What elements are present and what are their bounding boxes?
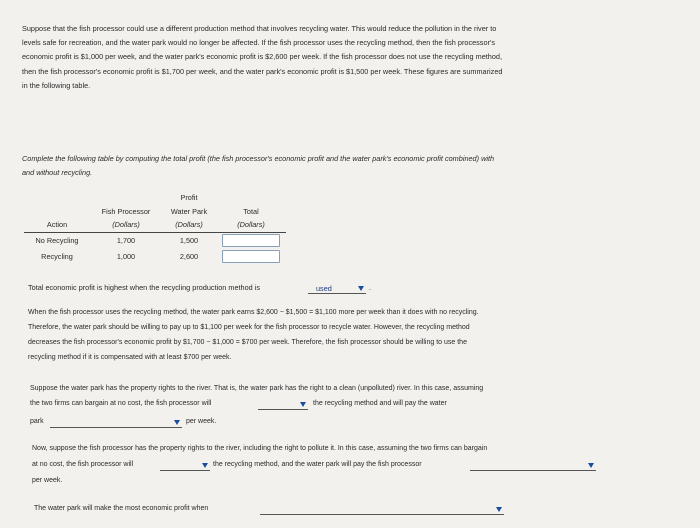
chevron-down-icon <box>174 420 180 425</box>
q1-text: Total economic profit is highest when the recycling production method is <box>28 283 261 292</box>
row-fish-value: 1,000 <box>116 251 136 261</box>
total-input-recycling[interactable] <box>222 250 280 263</box>
q3-action-dropdown[interactable] <box>160 460 210 471</box>
col-header-park: Water Park <box>170 206 208 216</box>
row-action: No Recycling <box>35 235 79 245</box>
chevron-down-icon <box>496 507 502 512</box>
q2-payment-dropdown[interactable] <box>50 417 182 428</box>
intro-line: economic profit is $1,000 per week, and the water park's economic profit is $2,600 per week. If the fish processor does not use the recycling method, <box>22 52 502 61</box>
explanation-line: recycling method if it is compensated with at least $700 per week. <box>28 354 232 361</box>
row-action: Recycling <box>41 251 73 261</box>
row-park-value: 1,500 <box>179 235 199 245</box>
q2-line: the two firms can bargain at no cost, the fish processor will <box>30 400 212 407</box>
profit-group-header: Profit <box>180 192 198 202</box>
col-unit-fish: (Dollars) <box>90 218 162 232</box>
q2-action-dropdown[interactable] <box>258 399 308 410</box>
row-park-value: 2,600 <box>179 251 199 261</box>
q1-dropdown[interactable] <box>308 283 366 294</box>
col-unit-park: (Dollars) <box>162 218 216 232</box>
q3-line: per week. <box>32 477 63 484</box>
col-header-fish: Fish Processor <box>101 206 151 216</box>
intro-line: Suppose that the fish processor could use a different production method that involves recycling water. This would reduce the pollution in the river to <box>22 24 497 33</box>
row-fish-value: 1,700 <box>116 235 136 245</box>
q3-line: the recycling method, and the water park will pay the fish processor <box>213 461 422 468</box>
table-row <box>24 232 286 248</box>
q3-payment-dropdown[interactable] <box>470 460 596 471</box>
instruction-line: and without recycling. <box>22 168 93 177</box>
col-unit-total: (Dollars) <box>216 218 286 232</box>
explanation-line: Therefore, the water park should be willing to pay up to $1,100 per week for the fish processor to recycle water. However, the recycling method <box>28 324 470 331</box>
col-header-action: Action <box>24 218 90 232</box>
q2-line: park <box>30 418 44 425</box>
table-row <box>24 248 286 264</box>
total-input-no-recycling[interactable] <box>222 234 280 247</box>
intro-line: then the fish processor's economic profit is $1,700 per week, and the water park's economic profit is $1,500 per week. These figures are summarized <box>22 67 503 76</box>
q4-text: The water park will make the most economic profit when <box>34 505 209 512</box>
intro-line: levels safe for recreation, and the water park would no longer be affected. If the fish processor uses the recycling method, then the fish processor's <box>22 38 495 47</box>
col-header-total: Total <box>243 206 259 216</box>
chevron-down-icon <box>202 463 208 468</box>
q4-dropdown[interactable] <box>260 504 504 515</box>
q3-line: Now, suppose the fish processor has the property rights to the river, including the right to pollute it. In this case, assuming the two firms can bargain <box>32 445 488 452</box>
q2-line: per week. <box>186 418 217 425</box>
explanation-line: When the fish processor uses the recycling method, the water park earns $2,600 − $1,500 = $1,100 more per week than it does with no recycling. <box>28 309 479 316</box>
instruction-line: Complete the following table by computing the total profit (the fish processor's economic profit and the water park's economic profit combined) with <box>22 154 495 163</box>
q2-line: Suppose the water park has the property rights to the river. That is, the water park has the right to a clean (unpolluted) river. In this case, assuming <box>30 385 484 392</box>
q1-period: . <box>369 283 372 292</box>
explanation-line: decreases the fish processor's economic profit by $1,700 − $1,000 = $700 per week. Therefore, the fish processor should be willing to use the <box>28 339 467 346</box>
chevron-down-icon <box>588 463 594 468</box>
intro-line: in the following table. <box>22 81 91 90</box>
chevron-down-icon <box>300 402 306 407</box>
q2-line: the recycling method and will pay the water <box>313 400 447 407</box>
profit-table <box>24 190 286 264</box>
chevron-down-icon <box>358 286 364 291</box>
q1-dropdown-value: used <box>316 284 332 293</box>
q3-line: at no cost, the fish processor will <box>32 461 134 468</box>
